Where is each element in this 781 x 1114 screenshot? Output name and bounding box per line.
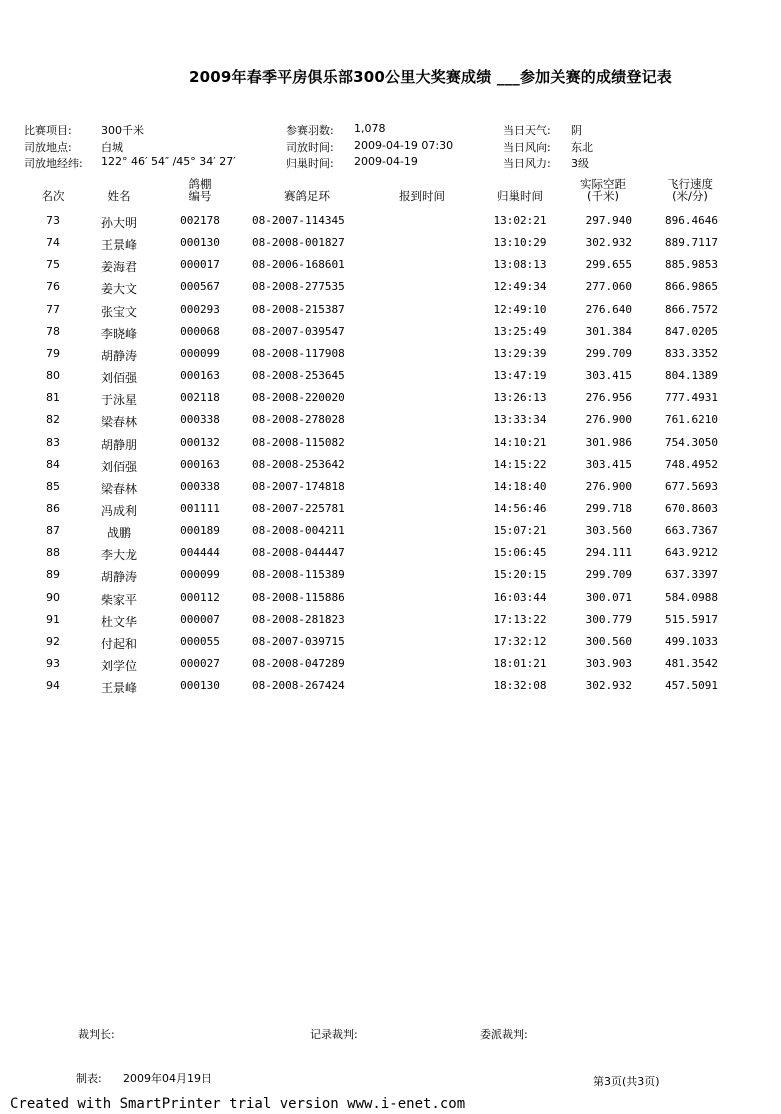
ring-number-cell: 08-2008-281823 <box>252 612 345 626</box>
loft-number-cell: 000163 <box>180 457 220 471</box>
speed-cell: 761.6210 <box>665 413 718 427</box>
speed-cell: 515.5917 <box>665 612 718 626</box>
table-row <box>0 568 781 590</box>
rank-cell: 92 <box>46 634 60 648</box>
name-cell: 王景峰 <box>100 238 137 253</box>
loft-number-cell: 000567 <box>180 280 220 294</box>
table-row <box>0 391 781 413</box>
loft-number-cell: 000338 <box>180 479 220 493</box>
ring-number-cell: 08-2008-047289 <box>252 657 345 670</box>
rank-cell: 83 <box>46 435 60 449</box>
name-cell: 张宝文 <box>100 304 137 319</box>
return-time-cell: 15:20:15 <box>493 568 547 582</box>
coords-label: 司放地经纬: <box>24 157 83 170</box>
distance-cell: 277.060 <box>585 280 632 294</box>
return-time-cell: 13:02:21 <box>493 214 547 227</box>
count-value: 1,078 <box>354 122 386 135</box>
table-row <box>0 258 781 280</box>
return-time-cell: 13:10:29 <box>493 236 547 250</box>
speed-cell: 896.4646 <box>665 214 718 227</box>
release-place-value: 白城 <box>101 141 123 154</box>
name-cell: 战鹏 <box>106 526 131 541</box>
name-cell: 柴家平 <box>100 592 137 607</box>
count-label: 参赛羽数: <box>286 124 334 137</box>
name-cell: 刘佰强 <box>100 371 137 386</box>
watermark-text: Created with SmartPrinter trial version www.i-enet.com <box>10 1096 466 1112</box>
loft-number-cell: 000055 <box>180 634 220 648</box>
rank-cell: 76 <box>46 280 60 294</box>
table-row <box>0 347 781 369</box>
speed-cell: 777.4931 <box>665 391 718 405</box>
return-time-cell: 13:08:13 <box>493 258 547 272</box>
ring-number-cell: 08-2008-220020 <box>252 391 345 405</box>
speed-cell: 866.9865 <box>665 280 718 294</box>
wind-force-value: 3级 <box>571 157 589 170</box>
loft-number-cell: 000017 <box>180 258 220 272</box>
speed-cell: 847.0205 <box>665 324 718 338</box>
ring-number-cell: 08-2008-115886 <box>252 590 345 604</box>
rank-cell: 93 <box>46 657 60 670</box>
table-row <box>0 214 781 236</box>
loft-number-cell: 000112 <box>180 590 220 604</box>
name-cell: 孙大明 <box>100 216 137 230</box>
distance-cell: 302.932 <box>585 679 632 693</box>
ring-number-cell: 08-2008-004211 <box>252 524 345 538</box>
header-name: 姓名 <box>107 189 131 203</box>
return-time-cell: 15:07:21 <box>493 524 547 538</box>
return-time-cell: 17:13:22 <box>493 612 547 626</box>
made-date: 2009年04月19日 <box>123 1072 212 1085</box>
return-time-cell: 18:32:08 <box>493 679 547 693</box>
rank-cell: 74 <box>46 236 60 250</box>
ring-number-cell: 08-2008-277535 <box>252 280 345 294</box>
distance-cell: 276.900 <box>585 413 632 427</box>
distance-cell: 276.900 <box>585 479 632 493</box>
header-report-time: 报到时间 <box>399 189 445 203</box>
release-time-label: 司放时间: <box>286 141 334 154</box>
name-cell: 李晓峰 <box>100 326 137 341</box>
name-cell: 付起和 <box>100 636 137 651</box>
table-row <box>0 413 781 435</box>
loft-number-cell: 002118 <box>180 391 220 405</box>
rank-cell: 85 <box>46 479 60 493</box>
table-row <box>0 613 781 635</box>
rank-cell: 81 <box>46 391 60 405</box>
loft-number-cell: 000068 <box>180 324 220 338</box>
table-row <box>0 436 781 458</box>
loft-number-cell: 000132 <box>180 435 220 449</box>
ring-number-cell: 08-2007-039547 <box>252 324 345 338</box>
wind-force-label: 当日风力: <box>503 157 551 170</box>
weather-value: 阴 <box>571 124 582 137</box>
name-cell: 梁春林 <box>100 481 137 496</box>
rank-cell: 77 <box>46 302 60 316</box>
return-time-cell: 12:49:10 <box>493 302 547 316</box>
rank-cell: 80 <box>46 369 60 383</box>
loft-number-cell: 001111 <box>180 501 220 515</box>
return-time-cell: 13:33:34 <box>493 413 547 427</box>
speed-cell: 833.3352 <box>665 346 718 360</box>
coords-value: 122° 46′ 54″ /45° 34′ 27′ <box>101 155 236 168</box>
ring-number-cell: 08-2008-001827 <box>252 236 345 250</box>
rank-cell: 73 <box>46 214 60 227</box>
table-row <box>0 369 781 391</box>
loft-number-cell: 000293 <box>180 302 220 316</box>
speed-cell: 889.7117 <box>665 236 718 250</box>
ring-number-cell: 08-2008-115389 <box>252 568 345 582</box>
release-time-value: 2009-04-19 07:30 <box>354 139 454 152</box>
table-row <box>0 236 781 258</box>
speed-cell: 866.7572 <box>665 302 718 316</box>
event-value: 300千米 <box>101 124 144 137</box>
rank-cell: 90 <box>46 590 60 604</box>
table-row <box>0 635 781 657</box>
return-time-cell: 14:10:21 <box>493 435 547 449</box>
delegate-judge-label: 委派裁判: <box>480 1028 528 1041</box>
ring-number-cell: 08-2008-253645 <box>252 369 345 383</box>
speed-cell: 499.1033 <box>665 634 718 648</box>
loft-number-cell: 000027 <box>180 657 220 670</box>
return-time-cell: 17:32:12 <box>493 634 547 648</box>
return-time-cell: 13:47:19 <box>493 369 547 383</box>
distance-cell: 301.384 <box>585 324 632 338</box>
speed-cell: 584.0988 <box>665 590 718 604</box>
speed-cell: 754.3050 <box>665 435 718 449</box>
loft-number-cell: 000007 <box>180 612 220 626</box>
return-time-cell: 14:56:46 <box>493 501 547 515</box>
table-row <box>0 546 781 568</box>
name-cell: 胡静涛 <box>100 570 137 585</box>
distance-cell: 299.709 <box>585 346 632 360</box>
ring-number-cell: 08-2008-215387 <box>252 302 345 316</box>
chief-judge-label: 裁判长: <box>78 1028 115 1041</box>
name-cell: 李大龙 <box>100 548 137 563</box>
distance-cell: 300.560 <box>585 634 632 648</box>
loft-number-cell: 000189 <box>180 524 220 538</box>
table-row <box>0 679 781 701</box>
table-row <box>0 280 781 302</box>
distance-cell: 299.655 <box>585 258 632 272</box>
ring-number-cell: 08-2008-278028 <box>252 413 345 427</box>
header-loft-line1: 鸽棚 <box>188 177 212 191</box>
loft-number-cell: 000130 <box>180 236 220 250</box>
speed-cell: 643.9212 <box>665 546 718 560</box>
loft-number-cell: 000338 <box>180 413 220 427</box>
return-time-cell: 13:29:39 <box>493 346 547 360</box>
distance-cell: 299.718 <box>585 501 632 515</box>
speed-cell: 748.4952 <box>665 457 718 471</box>
ring-number-cell: 08-2008-117908 <box>252 346 345 360</box>
distance-cell: 303.560 <box>585 524 632 538</box>
name-cell: 冯成利 <box>100 503 137 518</box>
table-row <box>0 458 781 480</box>
speed-cell: 677.5693 <box>665 479 718 493</box>
ring-number-cell: 08-2007-039715 <box>252 634 345 648</box>
loft-number-cell: 000099 <box>180 568 220 582</box>
ring-number-cell: 08-2007-114345 <box>252 214 345 227</box>
ring-number-cell: 08-2006-168601 <box>252 258 345 272</box>
release-place-label: 司放地点: <box>24 141 72 154</box>
name-cell: 姜海君 <box>100 260 137 275</box>
table-row <box>0 480 781 502</box>
table-row <box>0 524 781 546</box>
return-time-label: 归巢时间: <box>286 157 334 170</box>
table-row <box>0 303 781 325</box>
distance-cell: 297.940 <box>585 214 632 227</box>
distance-cell: 299.709 <box>585 568 632 582</box>
distance-cell: 301.986 <box>585 435 632 449</box>
speed-cell: 481.3542 <box>665 657 718 670</box>
rank-cell: 91 <box>46 612 60 626</box>
weather-label: 当日天气: <box>503 124 551 137</box>
table-row <box>0 325 781 347</box>
loft-number-cell: 000099 <box>180 346 220 360</box>
rank-cell: 82 <box>46 413 60 427</box>
ring-number-cell: 08-2008-267424 <box>252 679 345 693</box>
return-time-cell: 14:18:40 <box>493 479 547 493</box>
ring-number-cell: 08-2007-174818 <box>252 479 345 493</box>
return-time-cell: 13:26:13 <box>493 391 547 405</box>
distance-cell: 300.779 <box>585 612 632 626</box>
return-time-cell: 13:25:49 <box>493 324 547 338</box>
return-time-cell: 12:49:34 <box>493 280 547 294</box>
loft-number-cell: 000163 <box>180 369 220 383</box>
wind-direction-label: 当日风向: <box>503 141 551 154</box>
loft-number-cell: 004444 <box>180 546 220 560</box>
loft-number-cell: 000130 <box>180 679 220 693</box>
rank-cell: 89 <box>46 568 60 582</box>
name-cell: 胡静涛 <box>100 348 137 363</box>
distance-cell: 276.640 <box>585 302 632 316</box>
header-rank: 名次 <box>41 189 65 203</box>
speed-cell: 804.1389 <box>665 369 718 383</box>
distance-cell: 276.956 <box>585 391 632 405</box>
distance-cell: 303.903 <box>585 657 632 670</box>
speed-cell: 637.3397 <box>665 568 718 582</box>
name-cell: 姜大文 <box>100 282 137 297</box>
wind-direction-value: 东北 <box>571 141 593 154</box>
return-time-value: 2009-04-19 <box>354 155 418 168</box>
ring-number-cell: 08-2008-115082 <box>252 435 345 449</box>
rank-cell: 86 <box>46 501 60 515</box>
name-cell: 胡静朋 <box>100 437 137 452</box>
table-row <box>0 591 781 613</box>
header-loft-line2: 编号 <box>188 189 212 203</box>
return-time-cell: 14:15:22 <box>493 457 547 471</box>
return-time-cell: 18:01:21 <box>493 657 547 670</box>
rank-cell: 88 <box>46 546 60 560</box>
rank-cell: 78 <box>46 324 60 338</box>
header-distance-line1: 实际空距 <box>580 177 626 191</box>
speed-cell: 457.5091 <box>665 679 718 693</box>
name-cell: 王景峰 <box>100 681 137 696</box>
loft-number-cell: 002178 <box>180 214 220 227</box>
rank-cell: 84 <box>46 457 60 471</box>
ring-number-cell: 08-2008-253642 <box>252 457 345 471</box>
distance-cell: 302.932 <box>585 236 632 250</box>
header-speed-line1: 飞行速度 <box>667 177 713 191</box>
table-row <box>0 502 781 524</box>
header-return-time: 归巢时间 <box>497 189 543 203</box>
ring-number-cell: 08-2007-225781 <box>252 501 345 515</box>
header-speed-line2: (米/分) <box>672 189 708 203</box>
header-ring: 赛鸽足环 <box>284 189 330 203</box>
name-cell: 于泳星 <box>100 393 137 408</box>
name-cell: 刘学位 <box>100 659 137 673</box>
distance-cell: 300.071 <box>585 590 632 604</box>
distance-cell: 303.415 <box>585 369 632 383</box>
speed-cell: 663.7367 <box>665 524 718 538</box>
distance-cell: 294.111 <box>585 546 632 560</box>
header-distance-line2: (千米) <box>587 189 619 203</box>
rank-cell: 87 <box>46 524 60 538</box>
name-cell: 梁春林 <box>100 415 137 430</box>
return-time-cell: 15:06:45 <box>493 546 547 560</box>
table-row <box>0 657 781 679</box>
page-title: 2009年春季平房俱乐部300公里大奖赛成绩 ___参加关赛的成绩登记表 <box>189 68 672 86</box>
event-label: 比赛项目: <box>24 124 72 137</box>
speed-cell: 670.8603 <box>665 501 718 515</box>
page-number: 第3页(共3页) <box>593 1075 660 1088</box>
rank-cell: 94 <box>46 679 60 693</box>
name-cell: 刘佰强 <box>100 459 137 474</box>
name-cell: 杜文华 <box>100 614 137 629</box>
record-judge-label: 记录裁判: <box>310 1028 358 1041</box>
made-by-label: 制表: <box>76 1072 102 1085</box>
speed-cell: 885.9853 <box>665 258 718 272</box>
distance-cell: 303.415 <box>585 457 632 471</box>
ring-number-cell: 08-2008-044447 <box>252 546 345 560</box>
rank-cell: 79 <box>46 346 60 360</box>
return-time-cell: 16:03:44 <box>493 590 547 604</box>
rank-cell: 75 <box>46 258 60 272</box>
